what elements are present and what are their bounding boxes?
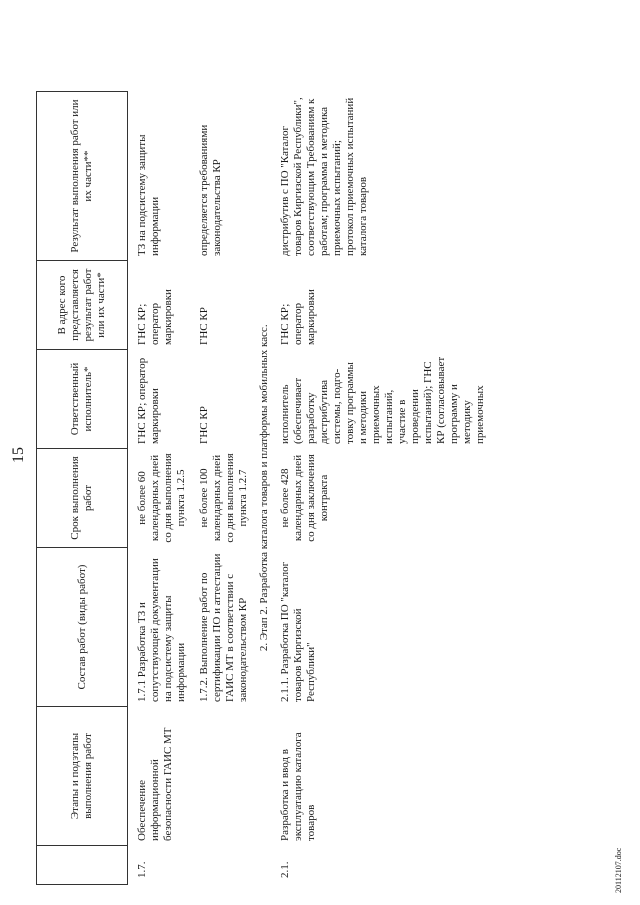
- executor-cell: ГНС КР; оператор маркировки: [136, 357, 161, 444]
- table-row: [277, 92, 489, 885]
- result-cell: дистрибутив с ПО "Каталог товаров Киргизской Республики", соответствующим Требованиям к работам; программа и методика приемочных испытаний; протокол приемочных испытаний каталога товаров: [279, 97, 369, 256]
- header-stages: Этапы и подэтапы выполнения работ: [37, 707, 128, 846]
- deadline-cell: не более 428 календарных дней со дня заключения контракта: [279, 454, 330, 542]
- table-row: [128, 92, 191, 885]
- header-recipient: В адрес кого представляется результат работ или их части*: [37, 261, 128, 350]
- stage-cell: Обеспечение информационной безопасности ГАИС МТ: [136, 727, 174, 841]
- header-result: Результат выполнения работ или их части**: [37, 92, 128, 261]
- deadline-cell: не более 100 календарных дней со дня выполнения пункта 1.2.7: [198, 453, 249, 543]
- work-cell: 1.7.1 Разработка ТЗ и сопутствующей документации на подсистему защиты информации: [136, 558, 187, 702]
- work-schedule-table: [36, 91, 489, 885]
- page-number: 15: [10, 447, 27, 463]
- header-work-composition: Состав работ (виды работ): [37, 548, 128, 707]
- row-number: 1.7.: [136, 861, 148, 878]
- result-cell: определяется требованиями законодательства КР: [198, 124, 223, 256]
- header-row: [37, 92, 128, 885]
- stage-cell: [190, 707, 252, 846]
- footer-file-code: 20112107.doc: [614, 847, 623, 893]
- work-cell: 2.1.1. Разработка ПО "каталог товаров Киргизской Республики": [279, 561, 317, 702]
- row-number: [190, 846, 252, 885]
- header-number: [37, 846, 128, 885]
- recipient-cell: ГНС КР: [198, 307, 210, 345]
- table-row: [190, 92, 252, 885]
- executor-cell: ГНС КР: [198, 406, 210, 444]
- stage-2-heading: 2. Этап 2. Разработка каталога товаров и платформы мобильных касс.: [258, 324, 270, 652]
- header-deadline: Срок выполнения работ: [37, 449, 128, 548]
- executor-cell: исполнитель (обеспечивает разработку дистрибутива системы, подго-товку программы и методики приемочных испытаний, участие в проведении испытаний); ГНС КР (согласовывает программу и методику приемочных: [279, 356, 486, 444]
- result-cell: ТЗ на подсистему защиты информации: [136, 134, 161, 256]
- recipient-cell: ГНС КР; оператор маркировки: [279, 289, 317, 345]
- deadline-cell: не более 60 календарных дней со дня выполнения пункта 1.2.5: [136, 453, 187, 543]
- stage-cell: Разработка и ввод в эксплуатацию каталога товаров: [279, 732, 317, 841]
- header-executor: Ответственный исполнитель*: [37, 350, 128, 449]
- stage-heading-row: [252, 92, 277, 885]
- row-number: 2.1.: [279, 861, 291, 878]
- recipient-cell: ГНС КР; оператор маркировки: [136, 289, 174, 345]
- work-cell: 1.7.2. Выполнение работ по сертификации ПО и аттестации ГАИС МТ в соответствии с законодательством КР: [198, 553, 249, 702]
